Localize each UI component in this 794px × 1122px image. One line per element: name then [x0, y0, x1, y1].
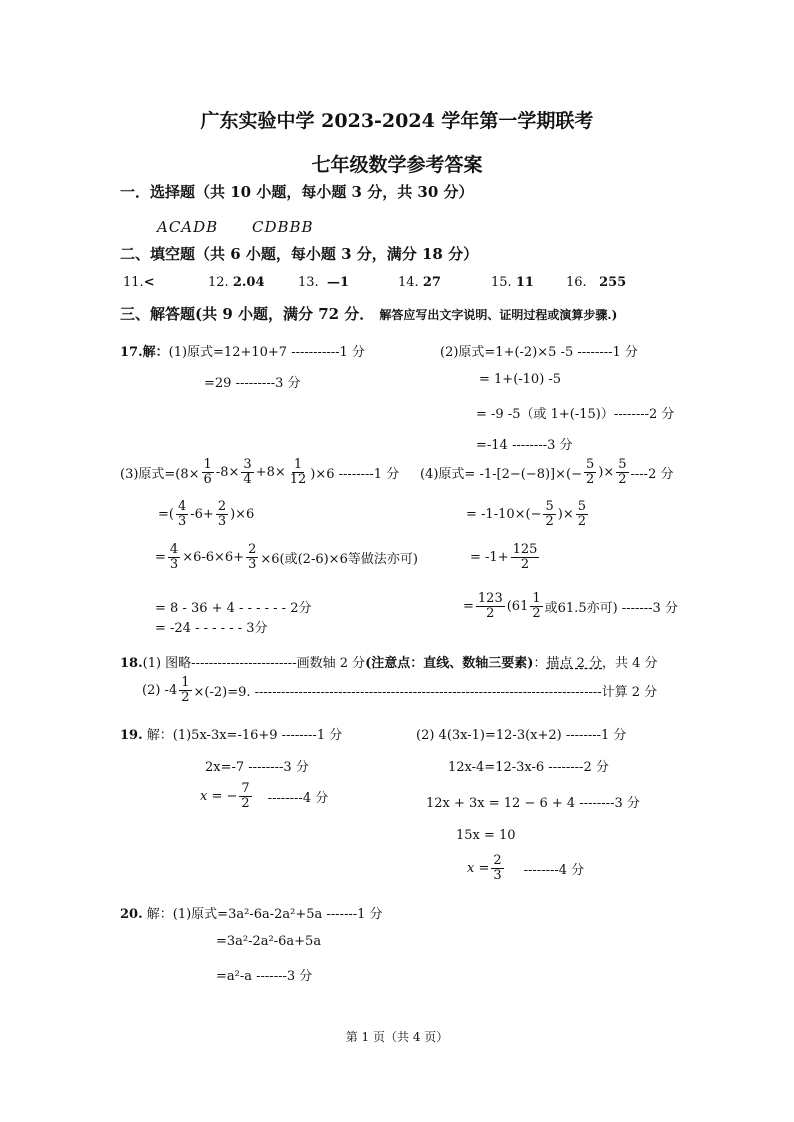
q17-part1-line1 [120, 341, 365, 360]
numerator: 2 [248, 542, 257, 557]
section-choice-heading: 一．选择题（共 10 小题，每小题 3 分，共 30 分） [120, 183, 474, 201]
q18-label: 18. [120, 656, 143, 671]
fraction [530, 592, 542, 620]
denominator: 2 [532, 605, 541, 621]
fraction [168, 543, 180, 571]
q17-part3-line2 [158, 500, 254, 528]
choice-answers-6-10: CDBBB [252, 218, 314, 236]
numerator: 2 [217, 499, 227, 514]
denominator: 2 [585, 471, 595, 487]
q18-line1 [120, 652, 658, 671]
q19-part1-line1 [120, 724, 342, 743]
fill-answer: 11 [515, 275, 534, 290]
q17-part3-line5: = -24 - - - - - - 3分 [155, 621, 268, 636]
fraction [616, 458, 628, 486]
fill-num: 16. [566, 275, 587, 290]
text: x = [467, 860, 490, 876]
text: (注意点：直线、数轴三要素) [365, 656, 534, 671]
q17-part3-line1 [120, 458, 399, 486]
text: 解：(1)原式=3a²-6a-2a²+5a -------1 分 [146, 907, 383, 922]
numerator: 2 [493, 853, 502, 868]
q20-line1 [120, 903, 383, 922]
fill-item-14 [398, 275, 441, 290]
q17-label: 17.解： [120, 345, 169, 360]
denominator: 3 [248, 556, 257, 572]
fill-item-11 [123, 275, 155, 290]
denominator: 3 [169, 556, 179, 572]
fraction [288, 458, 309, 486]
q17-part3-line4: = 8 - 36 + 4 - - - - - - 2分 [155, 601, 312, 616]
numerator: 1 [203, 457, 212, 472]
text: 或61.5亦可) -------3 分 [544, 600, 678, 616]
numerator: 5 [585, 457, 595, 472]
fill-item-16 [566, 275, 626, 290]
numerator: 1 [293, 457, 303, 472]
numerator: 4 [177, 499, 187, 514]
fraction [179, 676, 191, 704]
q17-part2-line3: = -9 -5（或 1+(-15)）--------2 分 [476, 407, 675, 422]
fraction [216, 500, 228, 528]
fraction [239, 782, 251, 810]
text: ： [533, 656, 547, 671]
denominator: 2 [577, 513, 587, 529]
text: = [155, 549, 166, 565]
text: ----2 分 [630, 466, 674, 482]
q19-part1-line3 [200, 782, 328, 810]
fraction [202, 458, 214, 486]
q17-part2-line4: =-14 --------3 分 [476, 438, 573, 453]
denominator: 2 [181, 689, 190, 705]
fraction [584, 458, 596, 486]
q17-part4-line3 [470, 543, 541, 571]
text: (1) 图略------------------------画数轴 2 分 [142, 656, 366, 671]
denominator: 2 [618, 471, 627, 487]
fraction [246, 543, 258, 571]
denominator: 6 [203, 471, 212, 487]
q17-part4-line4 [463, 592, 678, 620]
q17-p1-text: (1)原式=12+10+7 -----------1 分 [168, 345, 365, 360]
fraction [176, 500, 188, 528]
q17-part2-line2: = 1+(-10) -5 [479, 372, 562, 387]
fill-num: 14. [398, 275, 419, 290]
q17-part3-line3 [155, 543, 418, 571]
denominator: 4 [243, 471, 252, 487]
q20-line3: =a²-a -------3 分 [216, 969, 313, 984]
section-solve-title: 三、解答题(共 9 小题，满分 72 分． [120, 305, 375, 323]
text: -8× [215, 464, 240, 480]
text: =( [158, 506, 174, 522]
section-solve-note: 解答应写出文字说明、证明过程或演算步骤.) [379, 308, 618, 322]
text: (61 [506, 598, 529, 614]
q19-part2-line2: 12x-4=12-3x-6 --------2 分 [448, 760, 609, 775]
text: 解：(1)5x-3x=-16+9 --------1 分 [146, 728, 343, 743]
fraction [491, 854, 503, 882]
fraction [543, 500, 555, 528]
text: (4)原式= -1-[2−(−8)]×(− [420, 466, 582, 482]
choice-answers-1-5: ACADB [157, 218, 219, 236]
text: ，共 4 分 [602, 656, 658, 671]
numerator: 5 [618, 457, 627, 472]
text: = -1+ [470, 549, 509, 565]
fraction [576, 500, 588, 528]
q20-line2: =3a²-2a²-6a+5a [216, 934, 322, 949]
fill-answer: < [143, 275, 155, 290]
numerator: 3 [243, 457, 252, 472]
page-subtitle: 七年级数学参考答案 [311, 154, 483, 176]
denominator: 3 [177, 513, 187, 529]
q19-part2-line3: 12x + 3x = 12 − 6 + 4 --------3 分 [426, 796, 640, 811]
text: = [463, 598, 474, 614]
denominator: 12 [289, 471, 307, 487]
text: = -1-10×(− [466, 506, 542, 522]
numerator: 1 [532, 591, 541, 606]
fill-num: 12. [208, 275, 229, 290]
text: (2) -4 [142, 682, 178, 698]
text: ×(-2)=9. -------------------------------------------------------------------------------计算 2 分 [193, 684, 658, 700]
fill-answer: —1 [326, 275, 349, 290]
text: --------4 分 [523, 862, 585, 878]
numerator: 7 [241, 781, 250, 796]
fill-item-12 [208, 275, 265, 290]
text: )× [598, 464, 615, 480]
q19-label: 19. [120, 728, 143, 743]
text: --------4 分 [267, 790, 329, 806]
text: +8× [255, 464, 286, 480]
q19-part1-line2: 2x=-7 --------3 分 [205, 760, 309, 775]
fill-num: 13. [298, 275, 319, 290]
numerator: 5 [577, 499, 587, 514]
text: 描点 2 分 [546, 656, 603, 671]
text: )×6 --------1 分 [310, 466, 400, 482]
fill-num: 11. [123, 275, 144, 290]
text: ×6-6×6+ [182, 549, 245, 565]
fill-item-13 [298, 275, 349, 290]
fraction [511, 543, 540, 571]
denominator: 3 [217, 513, 227, 529]
text: )× [557, 506, 574, 522]
denominator: 2 [545, 513, 554, 529]
fill-answer: 255 [599, 275, 627, 290]
denominator: 2 [486, 605, 495, 621]
fill-answer: 27 [422, 275, 441, 290]
q19-part2-line5 [467, 854, 584, 882]
denominator: 3 [493, 867, 502, 883]
q19-part2-line4: 15x = 10 [456, 828, 516, 843]
section-fill-heading: 二、填空题（共 6 小题，每小题 3 分，满分 18 分） [120, 245, 479, 263]
q17-part2-line1: (2)原式=1+(-2)×5 -5 --------1 分 [440, 345, 638, 360]
text: -6+ [190, 506, 214, 522]
section-solve-heading [120, 303, 617, 324]
denominator: 2 [520, 556, 530, 572]
q17-part4-line1 [420, 458, 673, 486]
text: ×6(或(2-6)×6等做法亦可) [260, 551, 418, 567]
page-footer: 第 1 页（共 4 页） [345, 1030, 449, 1044]
numerator: 1 [181, 675, 190, 690]
text: x = − [200, 788, 238, 804]
q18-line2 [142, 676, 657, 704]
q20-label: 20. [120, 907, 143, 922]
denominator: 2 [241, 795, 250, 811]
numerator: 123 [477, 591, 503, 606]
q19-part2-line1: (2) 4(3x-1)=12-3(x+2) --------1 分 [416, 728, 627, 743]
fill-num: 15. [491, 275, 512, 290]
fraction [476, 592, 505, 620]
fill-item-15 [491, 275, 534, 290]
fraction [241, 458, 253, 486]
text: )×6 [230, 506, 255, 522]
numerator: 4 [169, 542, 179, 557]
page-title: 广东实验中学 2023-2024 学年第一学期联考 [200, 110, 594, 132]
q17-part4-line2 [466, 500, 590, 528]
numerator: 125 [512, 542, 538, 557]
numerator: 5 [545, 499, 554, 514]
fill-answer: 2.04 [232, 275, 265, 290]
text: (3)原式=(8× [120, 466, 200, 482]
q17-part1-line2: =29 ---------3 分 [204, 376, 301, 391]
